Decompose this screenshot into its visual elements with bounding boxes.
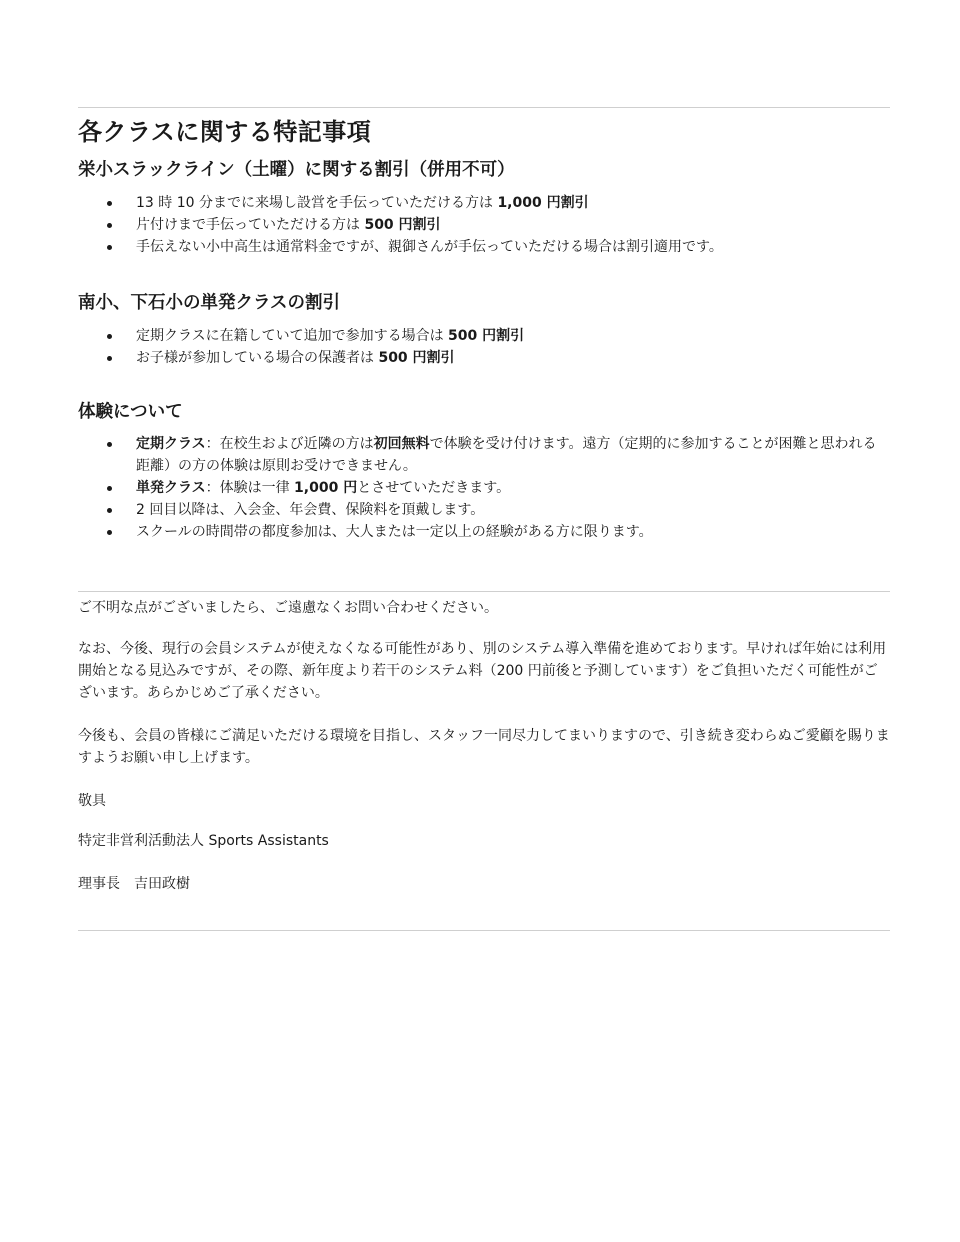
list-item: 片付けまで手伝っていただける方は 500 円割引: [105, 214, 890, 236]
list-item: 手伝えない小中高生は通常料金ですが、親御さんが手伝っていただける場合は割引適用です。: [105, 236, 890, 258]
list-item: 単発クラス：体験は一律 1,000 円とさせていただきます。: [105, 477, 890, 499]
top-divider: [78, 107, 890, 108]
system-notice-paragraph: なお、今後、現行の会員システムが使えなくなる可能性があり、別のシステム導入準備を進めております。早ければ年始には利用開始となる見込みですが、その際、新年度より若干のシステム料（200 円前後と予測しています）をご負担いただく可能性がございます。あらかじめご了承ください。: [78, 641, 887, 701]
signatory: 理事長 吉田政樹: [78, 876, 190, 892]
bottom-divider: [78, 930, 890, 931]
list-item: お子様が参加している場合の保護者は 500 円割引: [105, 347, 890, 369]
trial-list: [105, 433, 890, 543]
thanks-paragraph: 今後も、会員の皆様にご満足いただける環境を目指し、スタッフ一同尽力してまいりますので、引き続き変わらぬご愛顧を賜りますようお願い申し上げます。: [78, 728, 890, 766]
organization-name: 特定非営利活動法人 Sports Assistants: [78, 833, 329, 849]
section-heading-trial: 体験について: [78, 402, 183, 422]
list-item: 定期クラス：在校生および近隣の方は初回無料で体験を受け付けます。遠方（定期的に参加することが困難と思われる距離）の方の体験は原則お受けできません。: [105, 433, 890, 477]
section-heading-single-class-discount: 南小、下石小の単発クラスの割引: [78, 293, 340, 313]
list-item: 2 回目以降は、入会金、年会費、保険料を頂戴します。: [105, 499, 890, 521]
list-item: 定期クラスに在籍していて追加で参加する場合は 500 円割引: [105, 325, 890, 347]
page-title: 各クラスに関する特記事項: [78, 118, 372, 146]
sakae-discount-list: [105, 192, 890, 258]
section-heading-sakae-discount: 栄小スラックライン（土曜）に関する割引（併用不可）: [78, 160, 515, 180]
list-item: スクールの時間帯の都度参加は、大人または一定以上の経験がある方に限ります。: [105, 521, 890, 543]
inquiry-paragraph: ご不明な点がございましたら、ご遠慮なくお問い合わせください。: [78, 600, 498, 616]
single-class-discount-list: [105, 325, 890, 369]
list-item: 13 時 10 分までに来場し設営を手伝っていただける方は 1,000 円割引: [105, 192, 890, 214]
middle-divider: [78, 591, 890, 592]
closing-regards: 敬具: [78, 793, 106, 809]
